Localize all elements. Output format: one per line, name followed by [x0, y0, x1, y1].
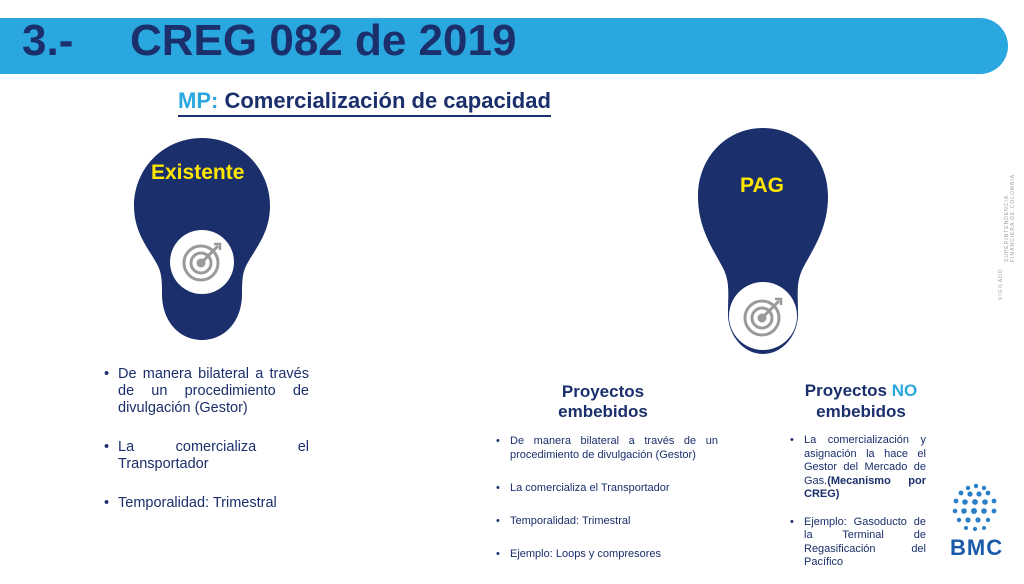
list-item: • Ejemplo: Loops y compresores [510, 547, 718, 561]
embebidos-heading: Proyectos embebidos [558, 382, 648, 421]
heading-part: Proyectos [804, 381, 887, 400]
existente-label: Existente [151, 161, 245, 184]
subtitle-text: Comercialización de capacidad [224, 88, 551, 113]
list-item: • Temporalidad: Trimestral [118, 495, 309, 512]
no-embebidos-list [790, 434, 926, 584]
vigilado-text: VIGILADO [998, 268, 1004, 300]
pag-bubble [692, 126, 834, 358]
list-item: • La comercializa el Transportador [118, 439, 309, 473]
embebidos-list [496, 434, 718, 580]
subtitle-prefix: MP: [178, 88, 219, 113]
list-item: • Ejemplo: Gasoducto de la Terminal de Regasificación del Pacífico [804, 516, 926, 570]
page-title: CREG 082 de 2019 [130, 16, 517, 65]
bmc-logo-text: BMC [950, 535, 1004, 560]
title-banner [0, 18, 1008, 74]
superintendencia-text: SUPERINTENDENCIA FINANCIERA DE COLOMBIA [1004, 173, 1016, 262]
list-item: • De manera bilateral a través de un procedimiento de divulgación (Gestor) [510, 434, 718, 462]
existente-list [104, 366, 309, 534]
list-item: • La comercializa el Transportador [510, 481, 718, 495]
subtitle [178, 88, 551, 117]
list-item-text: La comercialización y asignación la hace el Gestor del Mercado de Gas. [804, 434, 926, 487]
no-embebidos-heading [792, 380, 930, 422]
list-item-bold: (Mecanismo por CREG) [804, 474, 926, 500]
section-number: 3.- [22, 16, 74, 65]
heading-part: embebidos [816, 402, 906, 421]
list-item: • Temporalidad: Trimestral [510, 514, 718, 528]
heading-no: NO [891, 381, 918, 400]
pag-label: PAG [740, 174, 784, 197]
list-item [804, 434, 926, 502]
bmc-logo-icon [946, 480, 1006, 536]
list-item: • De manera bilateral a través de un procedimiento de divulgación (Gestor) [118, 366, 309, 417]
